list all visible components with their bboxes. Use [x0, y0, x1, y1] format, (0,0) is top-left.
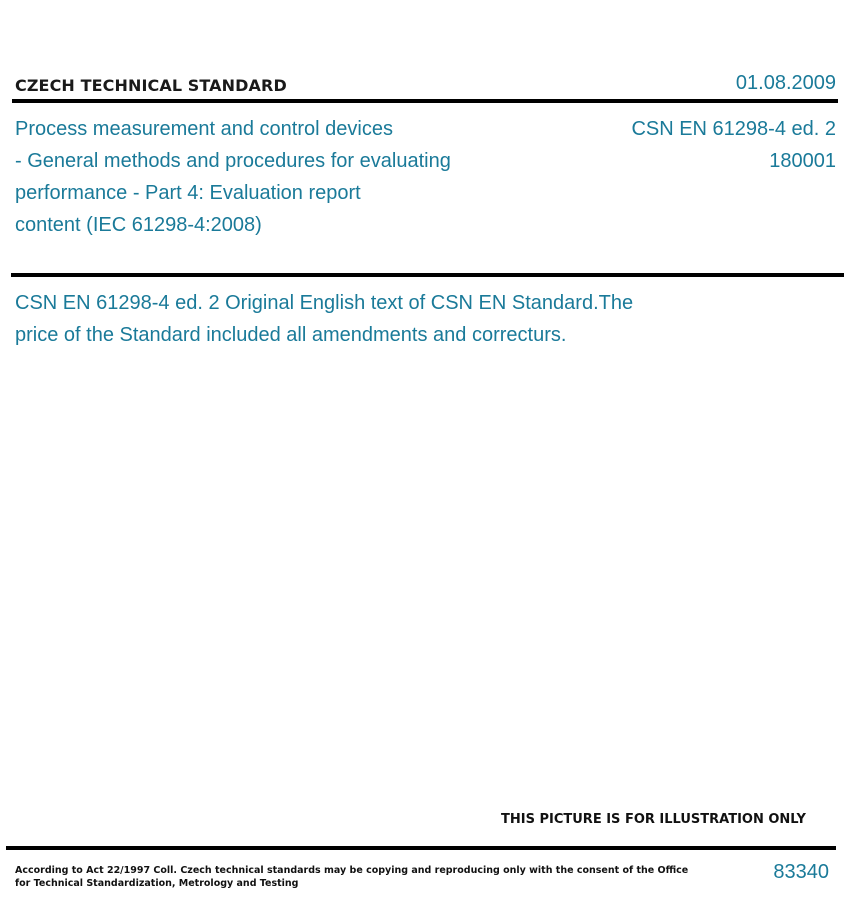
legal-notice [15, 864, 688, 890]
price-code: 83340 [773, 861, 829, 883]
illustration-notice: THIS PICTURE IS FOR ILLUSTRATION ONLY [501, 812, 806, 827]
header-date: 01.08.2009 [735, 72, 836, 94]
description-line: CSN EN 61298-4 ed. 2 Original English text of CSN EN Standard.The [15, 292, 634, 314]
title-line: - General methods and procedures for evaluating [15, 150, 451, 172]
title-line: Process measurement and control devices [15, 118, 393, 140]
title-line: content (IEC 61298-4:2008) [15, 214, 262, 236]
description-line: price of the Standard included all amendments and correcturs. [15, 324, 567, 346]
standard-title [15, 113, 515, 241]
standard-designation: CSN EN 61298-4 ed. 2 [631, 118, 836, 140]
header-label: CZECH TECHNICAL STANDARD [15, 76, 287, 95]
standard-identifier [631, 113, 836, 177]
catalog-number: 180001 [769, 150, 836, 172]
legal-line: for Technical Standardization, Metrology and Testing [15, 878, 299, 889]
standard-description [15, 287, 715, 351]
bottom-rule [6, 846, 836, 850]
top-rule [12, 99, 838, 103]
legal-line: According to Act 22/1997 Coll. Czech technical standards may be copying and reproducing only with the consent of the Office [15, 865, 689, 876]
middle-rule [11, 273, 844, 277]
title-line: performance - Part 4: Evaluation report [15, 182, 361, 204]
